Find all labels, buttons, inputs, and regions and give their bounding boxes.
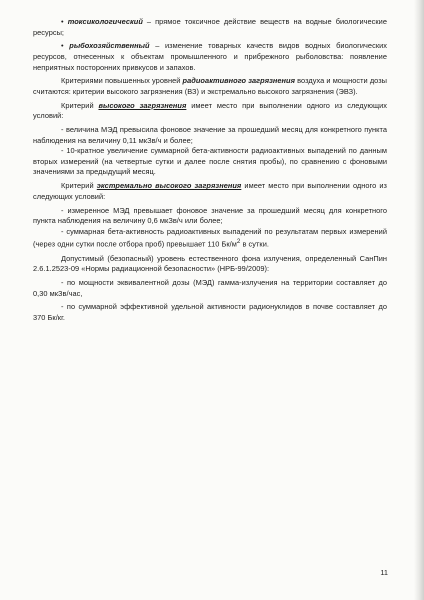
- paragraph-text: – прямое токсичное действие веществ на водные биологические ресурсы;: [33, 17, 388, 37]
- paragraph-radioactive-criteria: [33, 76, 387, 97]
- term-toxicological: токсикологический: [67, 17, 143, 26]
- paragraph-beta-increase: - 10-кратное увеличение суммарной бета-активности радиоактивных выпадений по данным вторых измерений (на четвертые сутки и далее после снятия пробы), по сравнению с фоновыми значениями за предыдущий месяц.: [33, 146, 387, 177]
- paragraph-text: в сутки.: [240, 239, 269, 249]
- paragraph-text: имеет место при выполнении одного из следующих условий:: [33, 100, 387, 121]
- page-number: 11: [380, 568, 388, 577]
- paragraph-permissible-level: Допустимый (безопасный) уровень естественного фона излучения, определенный СанПин 2.6.1.2523-09 «Нормы радиационной безопасности» (НРБ-99/2009):: [33, 253, 387, 274]
- term-extreme-pollution: экстремально высокого загрязнения: [96, 181, 242, 191]
- bullet: •: [61, 17, 64, 26]
- paragraph-soil-activity: - по суммарной эффективной удельной активности радионуклидов в почве составляет до 370 Бк/кг.: [33, 302, 387, 322]
- paragraph-med-extreme: - измеренное МЭД превышает фоновое значение за прошедший месяц для конкретного пункта наблюдения на величину 0,6 мкЗв/ч или более;: [33, 205, 387, 226]
- bullet: •: [61, 41, 64, 51]
- paragraph-text: Критерий: [61, 181, 97, 191]
- term-high-pollution: высокого загрязнения: [98, 100, 187, 110]
- paragraph-beta-extreme: [33, 227, 387, 251]
- paragraph-text: - суммарная бета-активность радиоактивных выпадений по результатам первых измерений (через одни сутки после отбора проб) превышает 110 Бк/м: [33, 226, 387, 249]
- term-radioactive-pollution: радиоактивного загрязнения: [182, 76, 296, 86]
- paragraph-text: воздуха и мощности дозы считаются: критерии высокого загрязнения (ВЗ) и экстремально высокого загрязнения (ЭВЗ).: [33, 76, 388, 96]
- superscript: 2: [236, 238, 241, 246]
- document-body: [33, 17, 387, 324]
- paragraph-text: – изменение товарных качеств видов водных биологических ресурсов, отнесенных к объектам промышленного и прибрежного рыболовства: появление неприятных посторонних привкусов и запахов.: [33, 41, 387, 72]
- paragraph-text: Критерий: [61, 100, 99, 110]
- page-edge-shadow: [414, 0, 424, 600]
- paragraph-text: имеет место при выполнении одного из следующих условий:: [33, 181, 387, 201]
- paragraph-fishery: [33, 41, 387, 73]
- paragraph-extreme-pollution: [33, 181, 387, 202]
- paragraph-high-pollution: [33, 101, 387, 122]
- paragraph-text: Критериями повышенных уровней: [61, 76, 183, 86]
- paragraph-med-increase: - величина МЭД превысила фоновое значение за прошедший месяц для конкретного пункта наблюдения на величину 0,11 мкЗв/ч и более;: [33, 125, 387, 145]
- term-fishery: рыбохозяйственный: [69, 41, 150, 51]
- paragraph-dose-rate: - по мощности эквивалентной дозы (МЭД) гамма-излучения на территории составляет до 0,30 мкЗв/час,: [33, 278, 387, 298]
- paragraph-toxicological: [33, 17, 387, 38]
